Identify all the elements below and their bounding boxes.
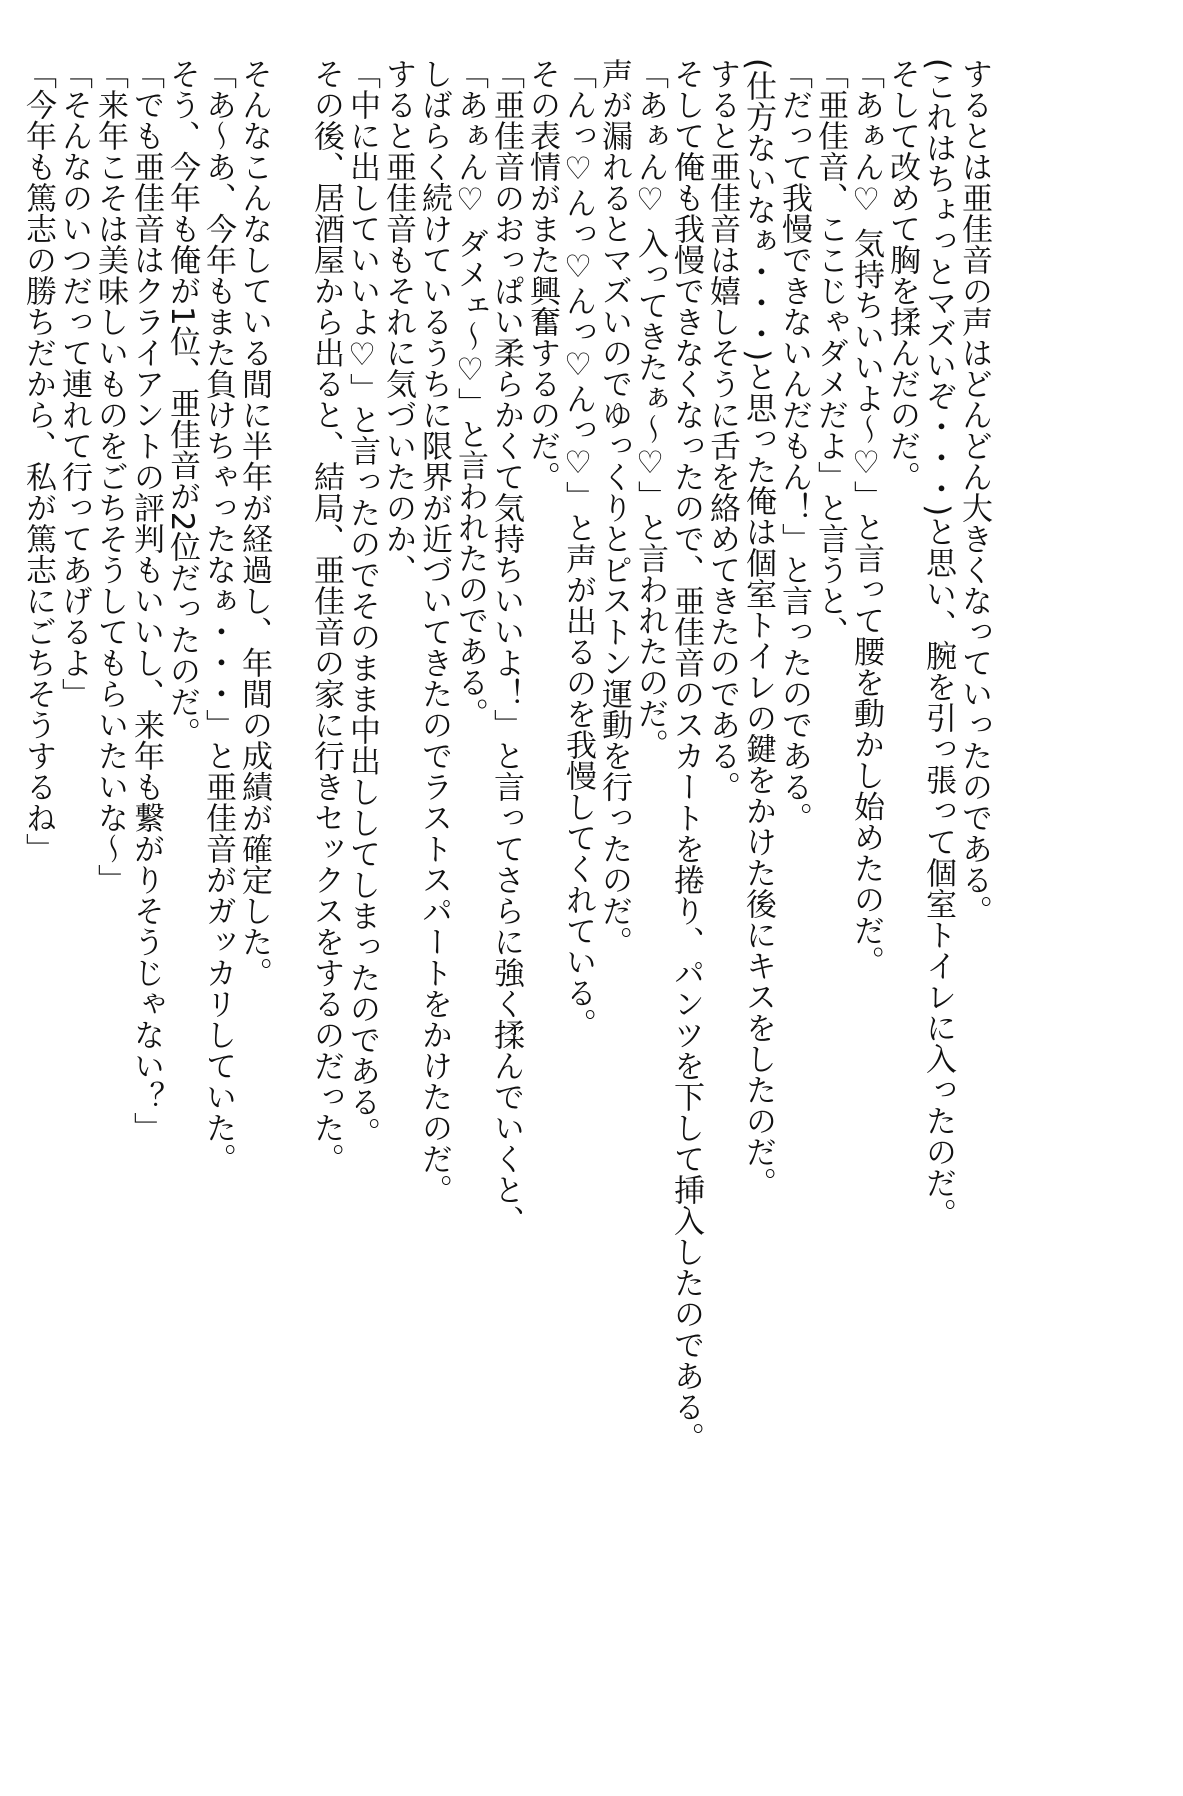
text-line: (仕方ないなぁ・・・)と思った俺は個室トイレの鍵をかけた後にキスをしたのだ。	[740, 58, 776, 1199]
text-line: 「中に出していいよ♡」と言ったのでそのまま中出ししてしまったのである。	[344, 58, 380, 1148]
text-line: そう、今年も俺が1位、亜佳音が2位だったのだ。	[164, 58, 200, 749]
text-line: 「だって我慢できないんだもん！」と言ったのである。	[776, 58, 812, 833]
text-line: 「来年こそは美味しいものをごちそうしてもらいたいな～」	[92, 58, 128, 895]
text-line: 「でも亜佳音はクライアントの評判もいいし、来年も繋がりそうじゃない？」	[128, 58, 164, 1143]
text-line: 「あぁん♡ 入ってきたぁ～♡」と言われたのだ。	[632, 58, 668, 760]
text-line: その表情がまた興奮するのだ。	[524, 58, 560, 492]
text-line: そして改めて胸を揉んだのだ。	[884, 58, 920, 492]
text-line: すると亜佳音は嬉しそうに舌を絡めてきたのである。	[704, 58, 740, 802]
text-line: するとは亜佳音の声はどんどん大きくなっていったのである。	[956, 58, 992, 926]
text-line: その後、居酒屋から出ると、結局、亜佳音の家に行きセックスをするのだった。	[308, 58, 344, 1174]
text-line: 「あ～あ、今年もまた負けちゃったなぁ・・・」と亜佳音がガッカリしていた。	[200, 58, 236, 1174]
text-line: 「亜佳音のおっぱい柔らかくて気持ちいいよ！」と言ってさらに強く揉んでいくと、	[488, 58, 524, 1236]
text-line: (これはちょっとマズいぞ・・・)と思い、腕を引っ張って個室トイレに入ったのだ。	[920, 58, 956, 1230]
text-line: 「そんなのいつだって連れて行ってあげるよ」	[56, 58, 92, 709]
text-line: すると亜佳音もそれに気づいたのか、	[380, 58, 416, 585]
text-line: 「んっ♡んっ♡んっ♡んっ♡」と声が出るのを我慢してくれている。	[560, 58, 596, 1039]
text-line: 声が漏れるとマズいのでゆっくりとピストン運動を行ったのだ。	[596, 58, 632, 957]
text-line: 「今年も篤志の勝ちだから、私が篤志にごちそうするね」	[20, 58, 56, 864]
text-line: そして俺も我慢できなくなったので、亜佳音のスカートを捲り、パンツを下して挿入したのである。	[668, 58, 704, 1453]
text-line: しばらく続けているうちに限界が近づいてきたのでラストスパートをかけたのだ。	[416, 58, 452, 1205]
text-line: 「あぁん♡ 気持ちいいよ～♡」と言って腰を動かし始めたのだ。	[848, 58, 884, 977]
text-line: そんなこんなしている間に半年が経過し、年間の成績が確定した。	[236, 58, 272, 988]
text-line: 「あぁん♡ ダメェ～♡」と言われたのである。	[452, 58, 488, 729]
text-line: 「亜佳音、ここじゃダメだよ」と言うと、	[812, 58, 848, 647]
